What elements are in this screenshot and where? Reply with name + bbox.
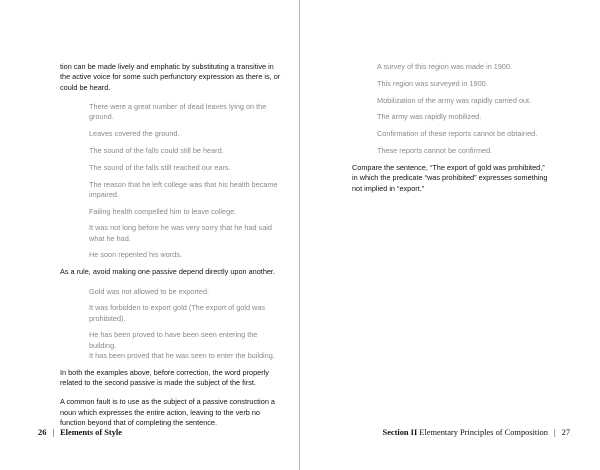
example-sentence: The sound of the falls could still be heard. (89, 146, 224, 156)
section-title: Elementary Principles of Composition (419, 428, 548, 437)
example-sentence: The army was rapidly mobilized. (377, 112, 482, 122)
book-title: Elements of Style (60, 428, 122, 437)
example-sentence: He has been proved to have been seen entering the building. (89, 330, 258, 350)
right-text-column (352, 62, 552, 203)
section-label: Section II (382, 428, 418, 437)
right-page (300, 0, 600, 470)
example-sentence: Failing health compelled him to leave college. (89, 206, 237, 216)
paragraph: As a rule, avoid making one passive depend directly upon another. (60, 267, 275, 277)
paragraph: Compare the sentence, “The export of gold was prohibited,” in which the predicate “was prohibited” expresses something not implied in “export.” (352, 162, 548, 193)
left-page (0, 0, 299, 470)
example-sentence: It has been proved that he was seen to enter the building. (89, 350, 275, 360)
right-page-footer (383, 428, 570, 437)
example-sentence: Leaves covered the ground. (89, 129, 180, 139)
example-sentence: It was not long before he was very sorry that he had said what he had. (89, 223, 272, 243)
paragraph: A common fault is to use as the subject of a passive construction a noun which expresses the entire action, leaving to the verb no function beyond that of completing the sentence. (60, 397, 275, 428)
example-sentence: The sound of the falls still reached our ears. (89, 162, 231, 172)
example-sentence: Gold was not allowed to be exported. (89, 286, 210, 296)
example-sentence: These reports cannot be confirmed. (377, 145, 493, 155)
example-sentence: The reason that he left college was that his health became impaired. (89, 179, 278, 199)
example-sentence: A survey of this region was made in 1900. (377, 62, 513, 71)
paragraph: In both the examples above, before correction, the word properly related to the second passive is made the subject of the first. (60, 367, 269, 388)
paragraph: tion can be made lively and emphatic by substituting a transitive in the active voice for some such perfunctory expression as there is, or could be heard. (60, 62, 281, 92)
example-sentence: There were a great number of dead leaves lying on the ground. (89, 102, 267, 122)
example-sentence: It was forbidden to export gold (The export of gold was prohibited). (89, 303, 266, 323)
left-page-footer (38, 428, 122, 437)
example-sentence: He soon repented his words. (89, 250, 182, 260)
page-number: 26 (38, 428, 47, 437)
footer-separator: | (553, 428, 556, 437)
footer-separator: | (52, 428, 55, 437)
left-text-column (60, 62, 282, 438)
page-number: 27 (561, 428, 570, 437)
example-sentence: Mobilization of the army was rapidly carried out. (377, 95, 532, 105)
example-sentence: This region was surveyed in 1900. (377, 78, 488, 88)
example-pair (89, 330, 282, 361)
example-sentence: Confirmation of these reports cannot be obtained. (377, 129, 538, 139)
